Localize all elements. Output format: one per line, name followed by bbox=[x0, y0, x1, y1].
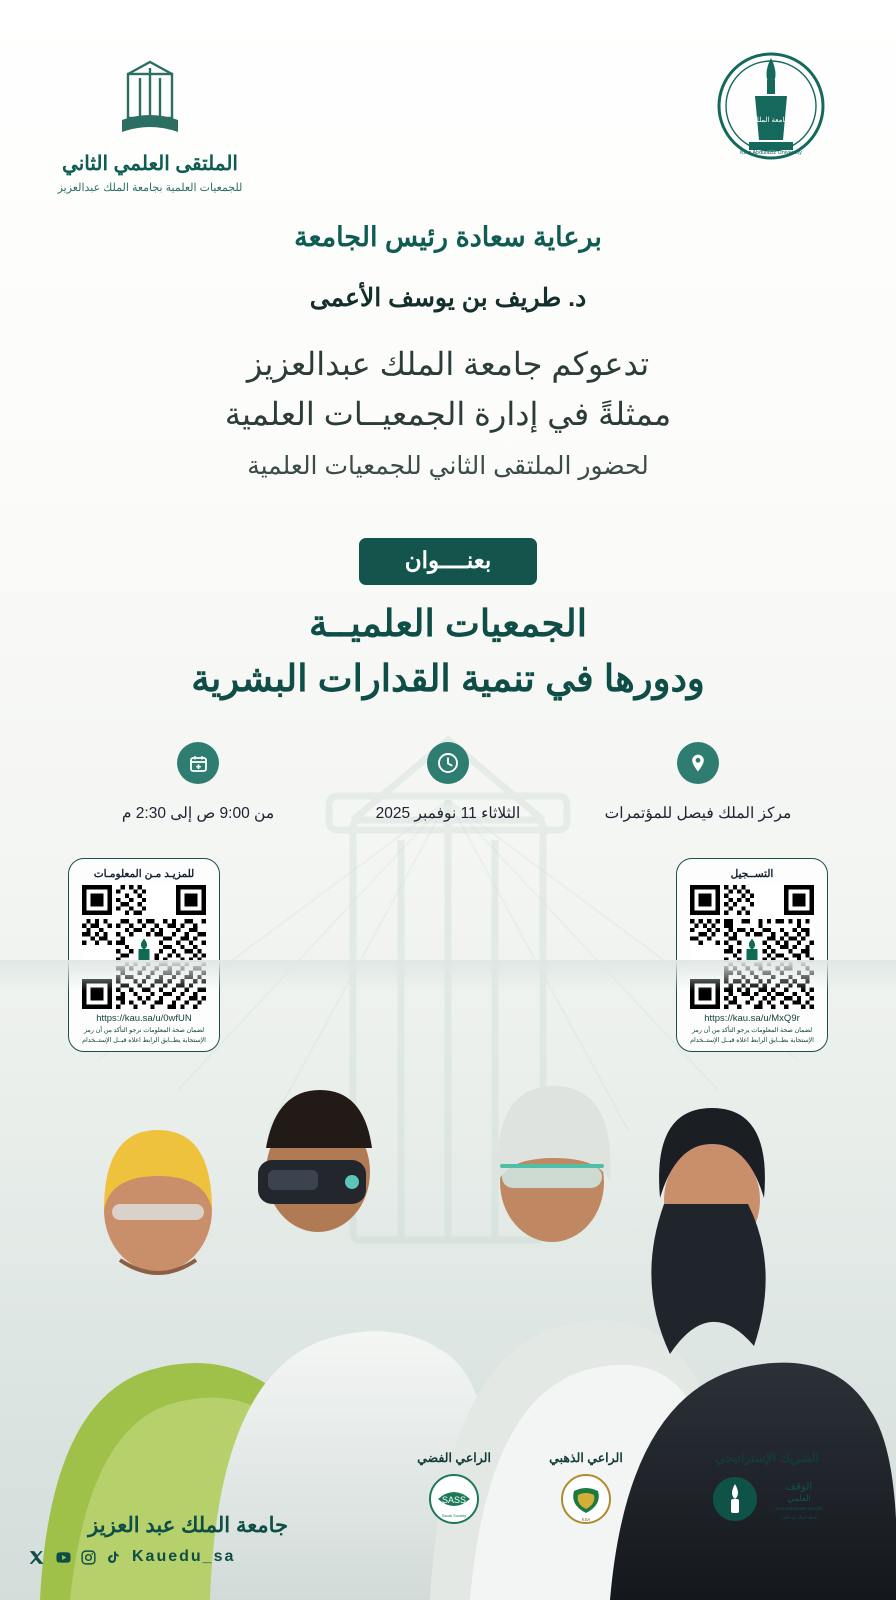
event-title-line-2: ودورها في تنمية القدارات البشرية bbox=[191, 658, 705, 699]
svg-text:الوقف: الوقف bbox=[785, 1481, 813, 1493]
patronage-line: برعاية سعادة رئيس الجامعة bbox=[294, 222, 602, 252]
patron-name: د. طريف بن يوسف الأعمى bbox=[309, 284, 587, 312]
saudi-green-shield-logo-icon bbox=[560, 1473, 612, 1525]
event-detail-time bbox=[73, 742, 323, 823]
invitation-line-1: تدعوكم جامعة الملك عبدالعزيز bbox=[246, 346, 650, 382]
svg-text:KSA: KSA bbox=[581, 1517, 591, 1522]
poster-header bbox=[0, 50, 896, 210]
clock-icon bbox=[427, 742, 469, 784]
meetup-logo-subtitle: للجمعيات العلمية بجامعة الملك عبدالعزيز bbox=[57, 182, 243, 194]
svg-text:جامعة الملك عبد العزيز: جامعة الملك عبد العزيز bbox=[779, 1514, 819, 1520]
instagram-icon[interactable] bbox=[80, 1549, 97, 1566]
qr-more-info-label: للمزيـد مـن المعلومـات bbox=[93, 868, 195, 880]
kau-brand-mark-icon bbox=[709, 1473, 761, 1525]
qr-registration-label: التســجيل bbox=[730, 868, 774, 880]
sponsor-gold-title: الراعي الذهبي bbox=[549, 1451, 623, 1465]
x-twitter-icon[interactable] bbox=[28, 1549, 45, 1566]
event-location-text: مركز الملك فيصل للمؤتمرات bbox=[604, 805, 792, 822]
svg-text:SASS: SASS bbox=[441, 1495, 467, 1505]
title-badge-wrapper bbox=[0, 538, 896, 585]
sponsor-group-strategic bbox=[662, 1450, 872, 1525]
sass-society-logo-icon bbox=[428, 1473, 480, 1525]
book-monument-logo-icon bbox=[112, 58, 188, 140]
invitation-block bbox=[0, 345, 896, 481]
svg-text:KAU Endowment (WAQF): KAU Endowment (WAQF) bbox=[775, 1506, 823, 1512]
invitation-line-3: لحضور الملتقى الثاني للجمعيات العلمية bbox=[247, 452, 649, 480]
event-title bbox=[0, 602, 896, 700]
sponsor-strategic-title: الشريك الإستراتيجي bbox=[715, 1451, 819, 1465]
meetup-logo-title: الملتقى العلمي الثاني bbox=[62, 153, 238, 175]
sponsor-group-silver bbox=[394, 1450, 514, 1525]
invitation-line-2: ممثلةً في إدارة الجمعيــات العلمية bbox=[224, 396, 672, 432]
kau-university-logo bbox=[686, 50, 856, 167]
sponsor-silver-title: الراعي الفضي bbox=[417, 1451, 491, 1465]
event-title-line-1: الجمعيات العلميــة bbox=[309, 603, 587, 644]
svg-text:King Abdulaziz University: King Abdulaziz University bbox=[740, 150, 802, 156]
scientific-meetup-logo bbox=[40, 58, 260, 194]
title-badge: بعنــــوان bbox=[359, 538, 538, 585]
sponsor-group-gold bbox=[526, 1450, 646, 1525]
event-detail-location bbox=[573, 742, 823, 823]
event-details-row bbox=[0, 742, 896, 823]
footer-university-name: جامعة الملك عبد العزيز bbox=[88, 1514, 288, 1537]
svg-text:العلمي: العلمي bbox=[787, 1492, 811, 1503]
social-links[interactable] bbox=[28, 1548, 288, 1566]
kau-endowment-waqf-logo-icon bbox=[773, 1473, 825, 1525]
event-detail-date bbox=[323, 742, 573, 823]
event-time-text: من 9:00 ص إلى 2:30 م bbox=[121, 805, 275, 822]
social-handle[interactable]: Kauedu_sa bbox=[132, 1548, 236, 1565]
svg-text:Saudi Society: Saudi Society bbox=[441, 1513, 467, 1518]
kau-university-seal-icon bbox=[715, 50, 827, 162]
event-date-text: الثلاثاء 11 نوفمبر 2025 bbox=[375, 805, 521, 822]
svg-text:جامعة الملك: جامعة الملك bbox=[753, 117, 789, 124]
location-pin-icon bbox=[677, 742, 719, 784]
youtube-icon[interactable] bbox=[54, 1549, 71, 1566]
tiktok-icon[interactable] bbox=[106, 1549, 123, 1566]
patronage-block bbox=[0, 222, 896, 313]
calendar-add-icon bbox=[177, 742, 219, 784]
footer-university-block bbox=[28, 1513, 288, 1566]
